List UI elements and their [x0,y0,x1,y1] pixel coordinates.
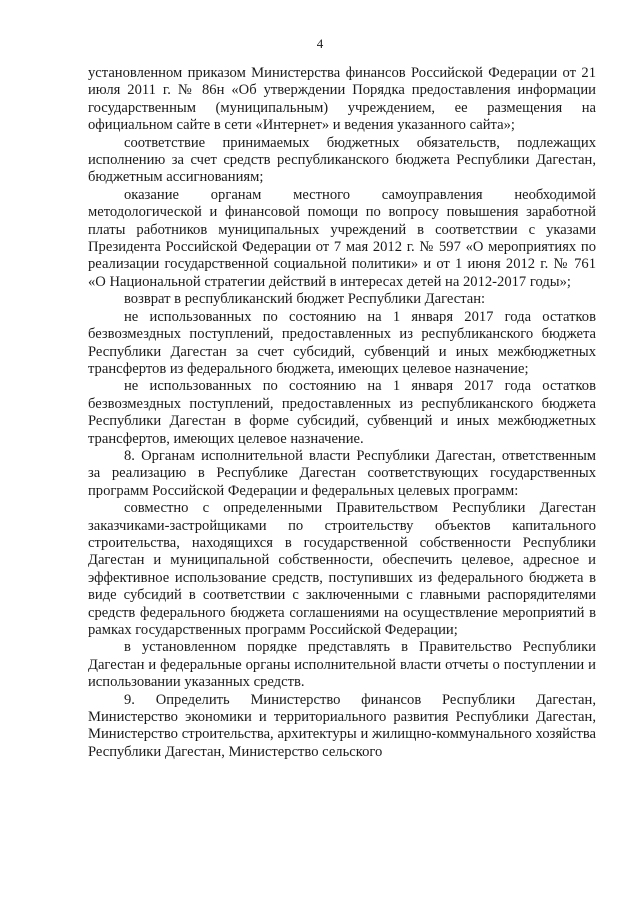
paragraph: не использованных по состоянию на 1 января 2017 года остатков безвозмездных поступлений, предоставленных из республиканского бюджета Республики Дагестан за счет субсидий, субвенций и иных межбюджетных трансфертов из федерального бюджета, имеющих целевое назначение; [88,308,596,377]
paragraph: в установленном порядке представлять в Правительство Республики Дагестан и федеральные органы исполнительной власти отчеты о поступлении и использовании указанных средств. [88,639,596,691]
document-body [88,65,596,761]
paragraph: не использованных по состоянию на 1 января 2017 года остатков безвозмездных поступлений, предоставленных из республиканского бюджета Республики Дагестан в форме субсидий, субвенций и иных межбюджетных трансфертов, имеющих целевое назначение. [88,378,596,447]
paragraph: 8. Органам исполнительной власти Республики Дагестан, ответственным за реализацию в Республике Дагестан соответствующих государственных программ Российской Федерации и федеральных целевых программ: [88,447,596,499]
paragraph: возврат в республиканский бюджет Республики Дагестан: [124,291,486,308]
paragraph: установленном приказом Министерства финансов Российской Федерации от 21 июля 2011 г. № 86н «Об утверждении Порядка предоставления информации государственным (муниципальным) учреждением, ее размещения на официальном сайте в сети «Интернет» и ведения указанного сайта»; [88,65,596,134]
paragraph: совместно с определенными Правительством Республики Дагестан заказчиками-застройщиками по строительству объектов капитального строительства, находящихся в государственной собственности Республики Дагестан и муниципальной собственности, обеспечить целевое, адресное и эффективное использование средств, поступивших из федерального бюджета в виде субсидий в соответствии с заключенными с главными распорядителями средств федерального бюджета соглашениями на осуществление мероприятий в рамках государственных программ Российской Федерации; [88,500,596,638]
page-number: 4 [316,36,324,51]
paragraph: оказание органам местного самоуправления необходимой методологической и финансовой помощи по вопросу повышения заработной платы работников муниципальных учреждений в соответствии с указами Президента Российской Федерации от 7 мая 2012 г. № 597 «О мероприятиях по реализации государственной социальной политики» и от 1 июня 2012 г. № 761 «О Национальной стратегии действий в интересах детей на 2012-2017 годы»; [88,186,596,290]
paragraph: 9. Определить Министерство финансов Республики Дагестан, Министерство экономики и территориального развития Республики Дагестан, Министерство строительства, архитектуры и жилищно-коммунального хозяйства Республики Дагестан, Министерство сельского [88,691,596,760]
paragraph: соответствие принимаемых бюджетных обязательств, подлежащих исполнению за счет средств республиканского бюджета Республики Дагестан, бюджетным ассигнованиям; [88,134,596,186]
